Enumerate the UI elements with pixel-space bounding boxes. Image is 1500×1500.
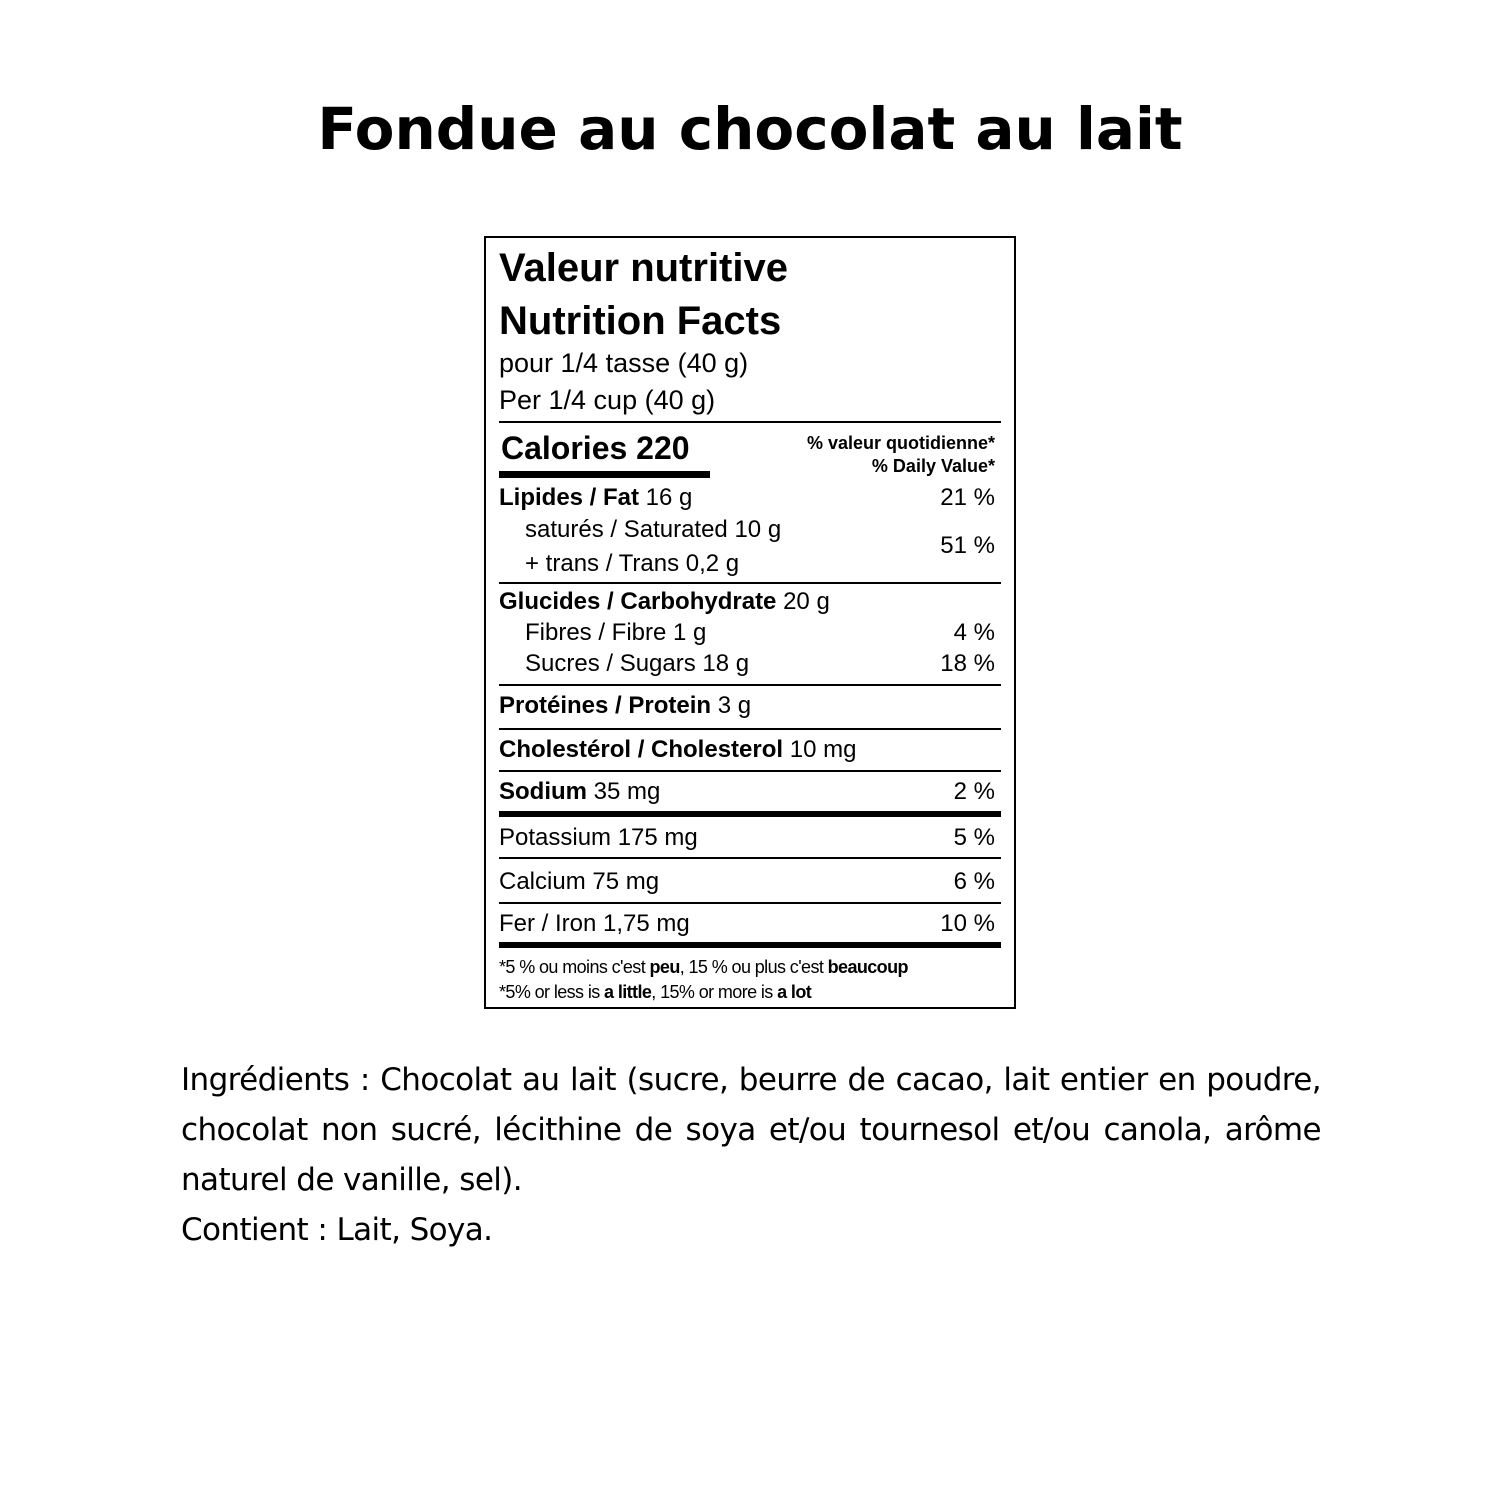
ingredients-text: Ingrédients : Chocolat au lait (sucre, beurre de cacao, lait entier en poudre, chocolat non sucré, lécithine de soya et/ou tournesol et/ou canola, arôme naturel de vanille, sel).: [181, 1062, 1321, 1198]
divider: [499, 770, 1001, 772]
dv-fr: % valeur quotidienne*: [806, 433, 995, 453]
divider: [499, 728, 1001, 730]
saturated-row: [499, 518, 1001, 542]
calories-underline: [499, 471, 710, 478]
footnote-en: [499, 980, 811, 1005]
divider: [499, 857, 1001, 859]
saturated-name: saturés / Saturated 10 g: [525, 516, 782, 543]
sugars-pct: 18 %: [940, 650, 995, 677]
calcium-pct: 6 %: [953, 868, 995, 895]
footnote-fr-high: beaucoup: [827, 957, 908, 977]
footnote-fr-low: peu: [649, 957, 680, 977]
trans-name: + trans / Trans 0,2 g: [525, 550, 740, 577]
trans-row: [499, 552, 1001, 576]
calcium-row: [499, 870, 1001, 894]
protein-name: Protéines / Protein: [499, 692, 712, 719]
thick-divider: [499, 811, 1001, 817]
sugars-row: [499, 652, 1001, 676]
thick-divider: [499, 942, 1001, 948]
sodium-name: Sodium: [499, 778, 587, 805]
footnote-en-high: a lot: [777, 982, 812, 1002]
footnote-fr: [499, 955, 908, 980]
divider: [499, 582, 1001, 584]
iron-row: [499, 912, 1001, 936]
heading-en: Nutrition Facts: [499, 299, 782, 343]
divider: [499, 684, 1001, 686]
heading-fr: Valeur nutritive: [499, 246, 788, 290]
cholesterol-name: Cholestérol / Cholesterol: [499, 736, 784, 763]
potassium-name: Potassium 175 mg: [499, 824, 698, 851]
sodium-row: [499, 780, 1001, 804]
carb-name: Glucides / Carbohydrate: [499, 588, 777, 615]
daily-value-header: [807, 432, 995, 477]
serving-en: Per 1/4 cup (40 g): [499, 385, 716, 415]
fat-row: [499, 486, 1001, 510]
cholesterol-row: [499, 738, 1001, 762]
sodium-pct: 2 %: [953, 778, 995, 805]
carb-row: [499, 590, 1001, 614]
fat-amount: 16 g: [639, 484, 693, 511]
footnote-en-text: *5% or less is: [499, 982, 605, 1002]
carb-amount: 20 g: [776, 588, 830, 615]
sugars-name: Sucres / Sugars 18 g: [525, 650, 750, 677]
cholesterol-amount: 10 mg: [783, 736, 857, 763]
potassium-row: [499, 826, 1001, 850]
sat-trans-pct: 51 %: [940, 532, 995, 559]
divider: [499, 421, 1001, 423]
fat-name: Lipides / Fat: [499, 484, 640, 511]
footnote-en-text2: , 15% or more is: [651, 982, 778, 1002]
page-title: Fondue au chocolat au lait: [317, 95, 1183, 163]
fibre-pct: 4 %: [953, 619, 995, 646]
iron-pct: 10 %: [940, 910, 995, 937]
fibre-row: [499, 621, 1001, 645]
footnote-fr-text: *5 % ou moins c'est: [499, 957, 650, 977]
fat-pct: 21 %: [940, 484, 995, 511]
sodium-amount: 35 mg: [587, 778, 661, 805]
divider: [499, 902, 1001, 904]
potassium-pct: 5 %: [953, 824, 995, 851]
footnote-en-low: a little: [604, 982, 652, 1002]
calories: Calories 220: [501, 430, 690, 466]
fibre-name: Fibres / Fibre 1 g: [525, 619, 707, 646]
protein-row: [499, 694, 1001, 718]
serving-fr: pour 1/4 tasse (40 g): [499, 348, 749, 378]
iron-name: Fer / Iron 1,75 mg: [499, 910, 690, 937]
dv-en: % Daily Value*: [871, 455, 995, 476]
protein-amount: 3 g: [711, 692, 752, 719]
allergens-text: Contient : Lait, Soya.: [181, 1212, 493, 1248]
nutrition-facts-table: [484, 236, 1016, 1009]
footnote-fr-text2: , 15 % ou plus c'est: [679, 957, 828, 977]
calcium-name: Calcium 75 mg: [499, 868, 660, 895]
